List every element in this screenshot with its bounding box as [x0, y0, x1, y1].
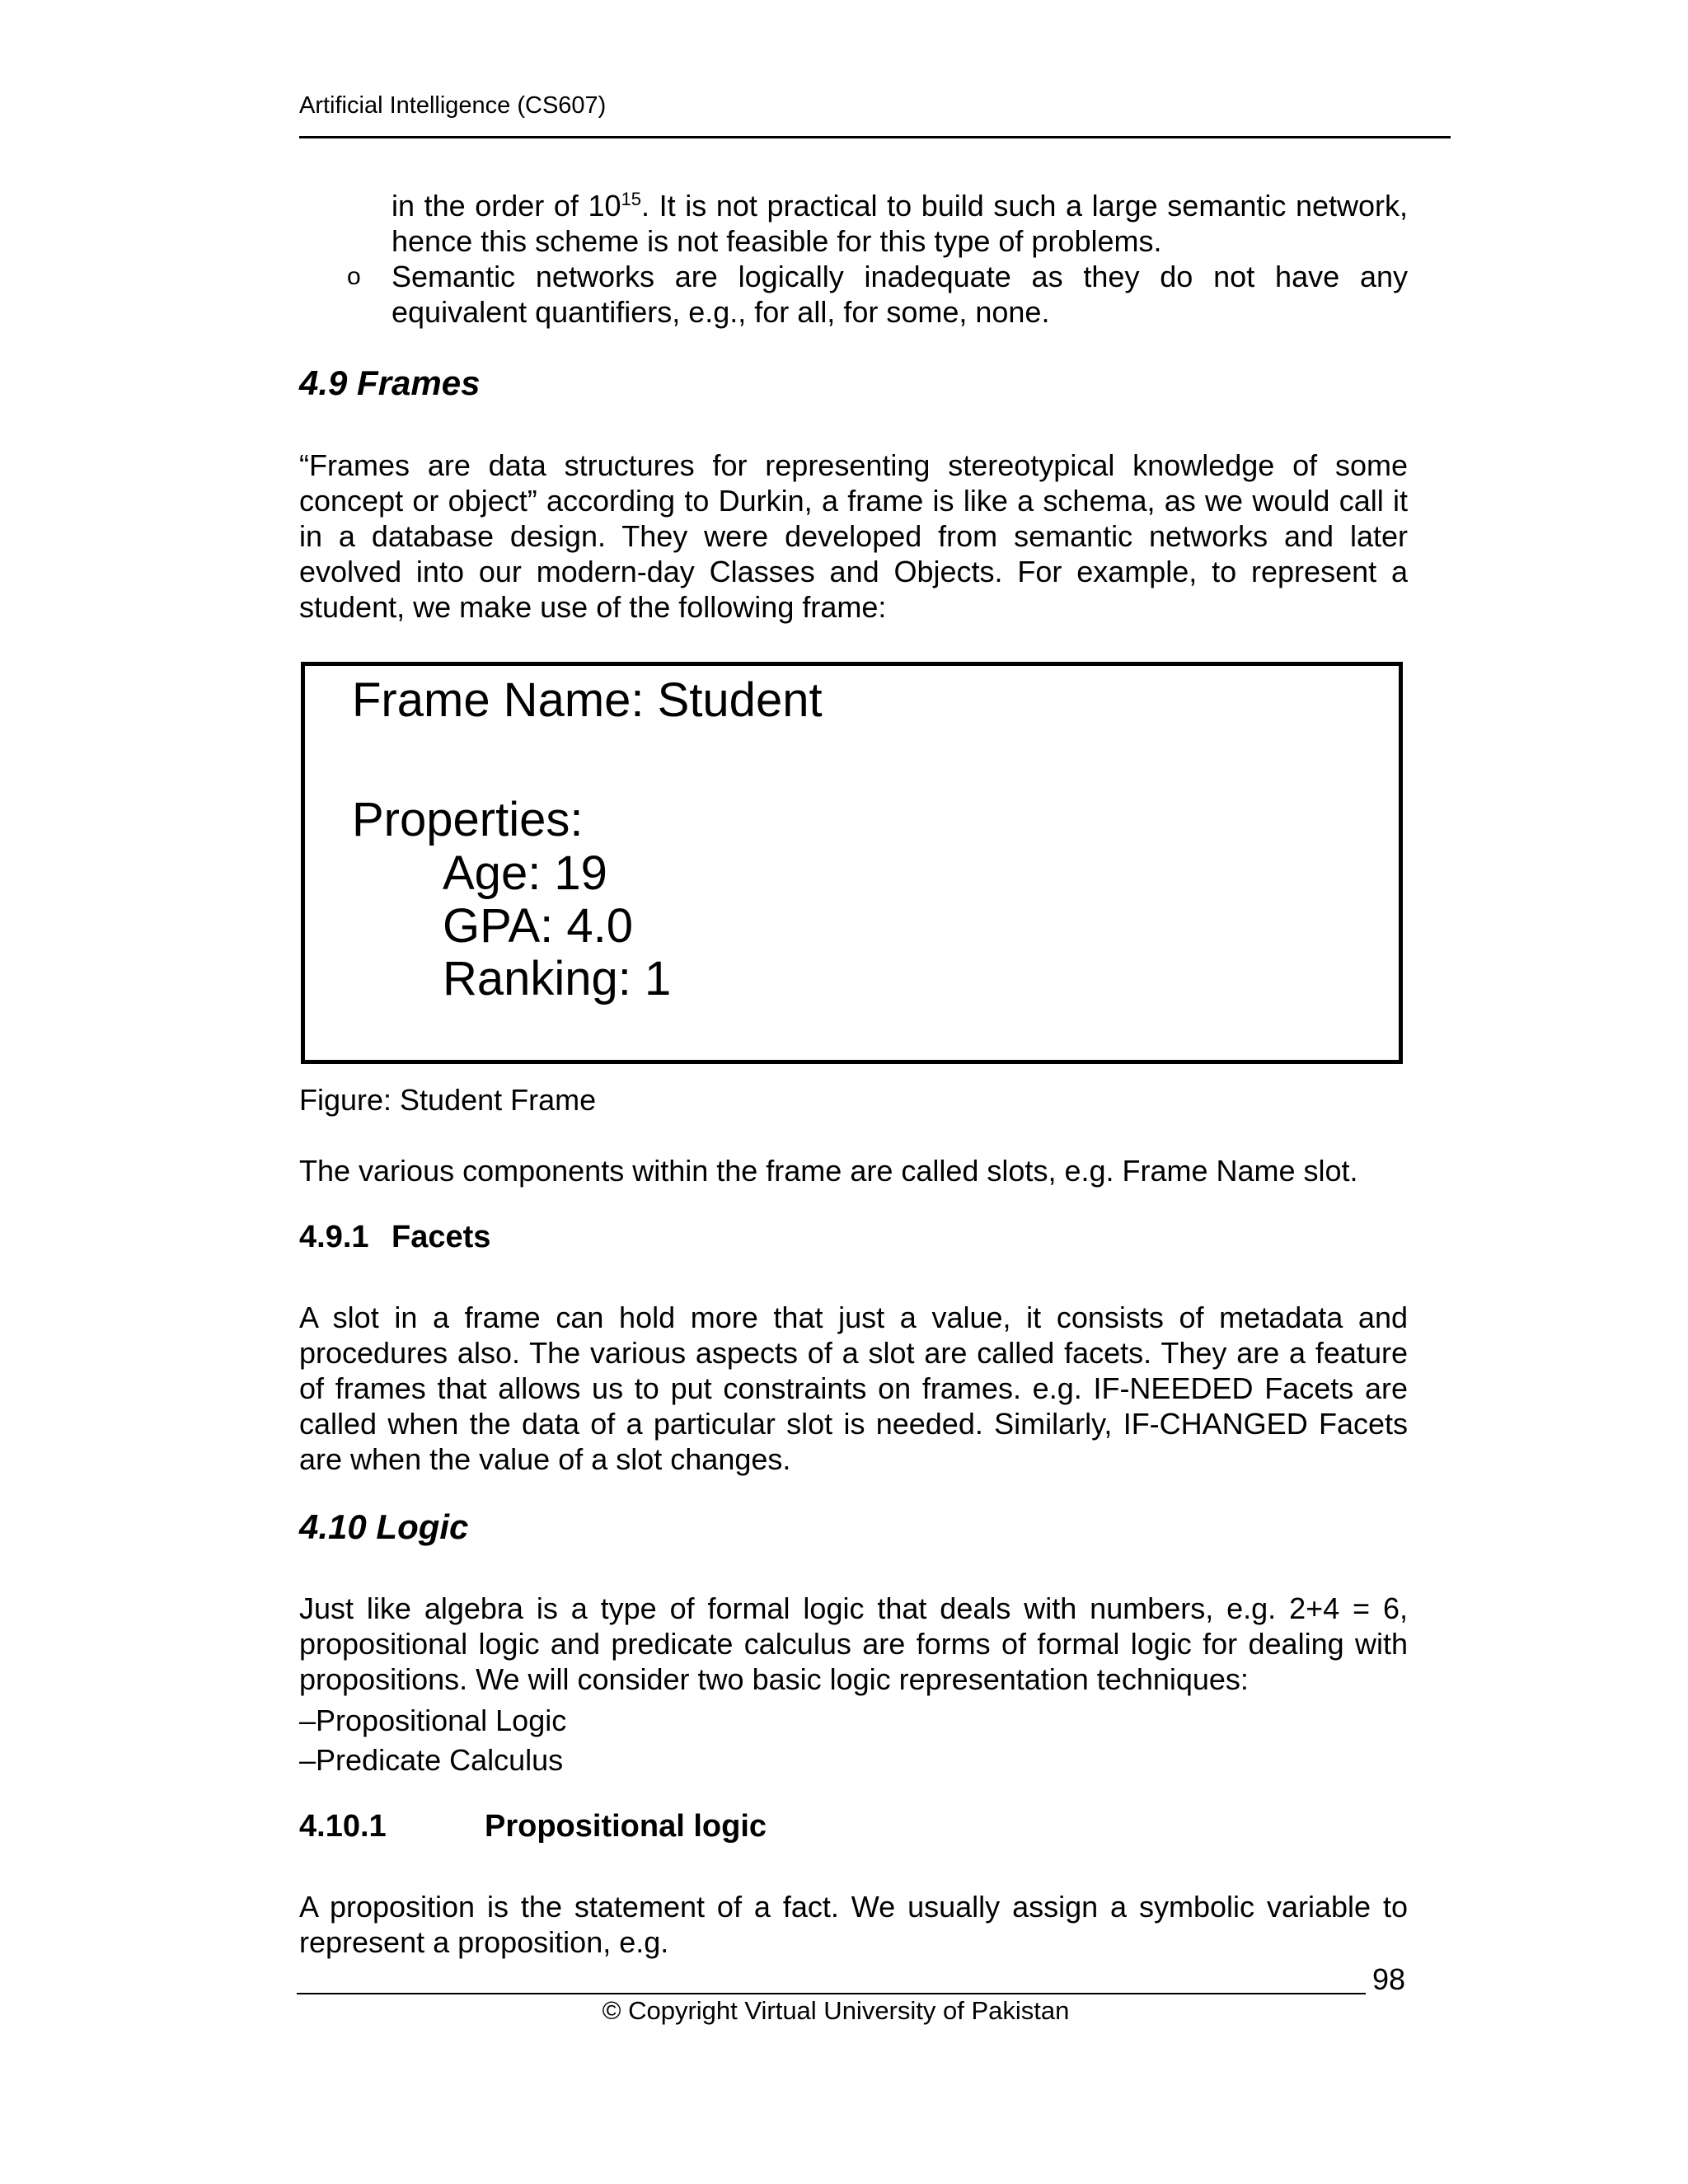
frames-paragraph: “Frames are data structures for representing stereotypical knowledge of some concept or object” according to Durkin, a frame is like a schema, as we would call it in a database design. They were developed from semantic networks and later evolved into our modern-day Classes and Objects. For example, to represent a student, we make use of the following frame: [299, 448, 1408, 624]
continued-text-pre: in the order of 10 [392, 189, 621, 223]
copyright-footer [0, 1996, 1688, 2026]
subsection-heading-facets [299, 1218, 1408, 1256]
footer-rule [297, 1993, 1366, 1994]
propositional-paragraph-block [299, 1889, 1408, 1960]
facets-paragraph: A slot in a frame can hold more that just a value, it consists of metadata and procedures also. The various aspects of a slot are called facets. They are a feature of frames that allows us to put constraints on frames. e.g. IF-NEEDED Facets are called when the data of a particular slot is needed. Similarly, IF-CHANGED Facets are when the value of a slot changes. [299, 1301, 1408, 1476]
propositional-paragraph: A proposition is the statement of a fact. We usually assign a symbolic variable to represent a proposition, e.g. [299, 1890, 1408, 1959]
section-heading-logic: 4.10 Logic [299, 1507, 469, 1546]
student-frame-figure [301, 662, 1403, 1064]
subsection-heading-propositional [299, 1807, 1408, 1845]
continued-text-post: . It is not practical to build such a large semantic network, hence this scheme is not feasible for this type of problems. [392, 189, 1408, 258]
subsection-title: Propositional logic [485, 1809, 767, 1844]
subsection-number: 4.9.1 [299, 1220, 369, 1254]
section-propositional [299, 1807, 1408, 1845]
section-logic [299, 1507, 1408, 1548]
list-item [299, 188, 1408, 259]
slots-paragraph-block [299, 1153, 1408, 1188]
list-item: –Propositional Logic [299, 1704, 567, 1737]
subsection-number: 4.10.1 [299, 1809, 387, 1844]
list-item [299, 259, 1408, 330]
logic-technique-list [299, 1701, 1408, 1780]
subsection-title: Facets [392, 1220, 491, 1254]
bullet-circle-icon: o [347, 263, 361, 290]
page-number: 98 [1372, 1962, 1406, 1996]
bullet-text: Semantic networks are logically inadequate as they do not have any equivalent quantifiers, e.g., for all, for some, none. [392, 260, 1408, 329]
section-facets [299, 1218, 1408, 1256]
list-item: –Predicate Calculus [299, 1743, 564, 1777]
logic-paragraph-block [299, 1591, 1408, 1780]
properties-label: Properties: [352, 793, 584, 846]
section-frames [299, 363, 1408, 404]
figure-caption-block [299, 1082, 1408, 1118]
property-ranking: Ranking: 1 [443, 952, 672, 1005]
frames-paragraph-block [299, 448, 1408, 625]
running-header: Artificial Intelligence (CS607) [299, 92, 607, 119]
bullet-list [299, 188, 1408, 330]
logic-paragraph: Just like algebra is a type of formal logic that deals with numbers, e.g. 2+4 = 6, propositional logic and predicate calculus are forms of formal logic for dealing with propositions. We will consider two basic logic representation techniques: [299, 1591, 1408, 1696]
slots-paragraph: The various components within the frame are called slots, e.g. Frame Name slot. [299, 1154, 1358, 1188]
intro-block [299, 188, 1408, 330]
property-gpa: GPA: 4.0 [443, 899, 634, 953]
header-rule [299, 136, 1451, 138]
section-heading-frames: 4.9 Frames [299, 363, 481, 402]
superscript-exponent: 15 [621, 189, 642, 209]
figure-caption: Figure: Student Frame [299, 1083, 597, 1117]
facets-paragraph-block [299, 1300, 1408, 1477]
copyright-text: © Copyright Virtual University of Pakistan [602, 1996, 1070, 2025]
frame-name-line: Frame Name: Student [352, 673, 823, 727]
property-age: Age: 19 [443, 846, 607, 900]
